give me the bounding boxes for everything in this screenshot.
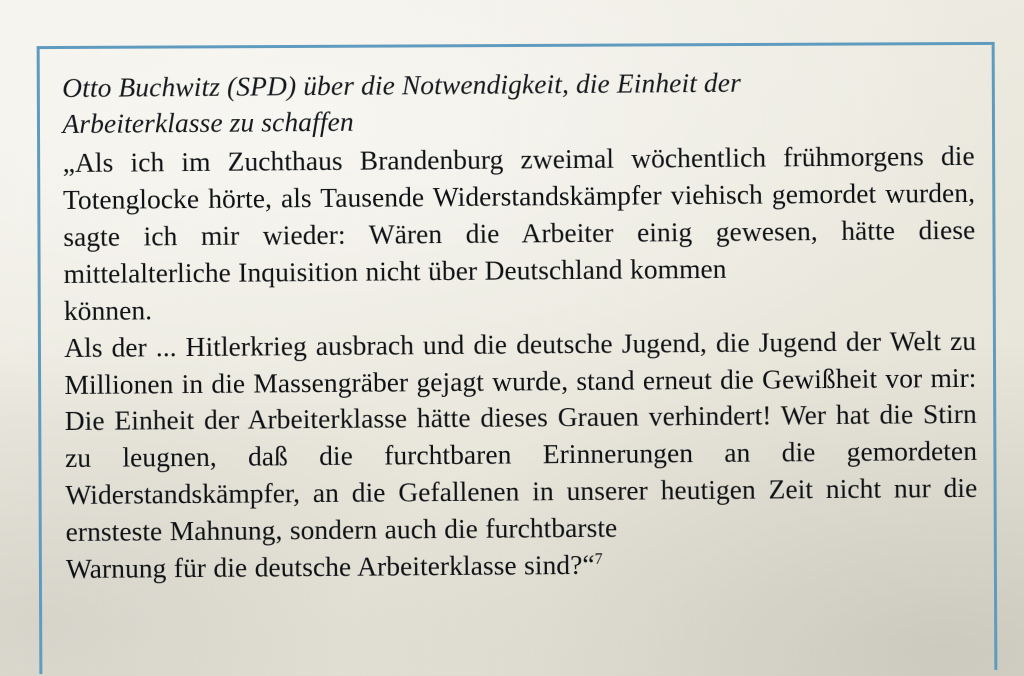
quotation-attribution	[62, 63, 979, 143]
paragraph-2-last-line-text: Warnung für die deutsche Arbeiterklasse sind?“	[65, 549, 595, 585]
paragraph-2-body: Als der ... Hitlerkrieg ausbrach und die deutsche Jugend, die Jugend der Welt zu Millionen in die Massengräber gejagt wurde, stand erneut die Gewißheit vor mir: Die Einheit der Arbeiterklasse hätte dieses Grauen verhindert! Wer hat die Stirn zu leugnen, daß die furchtbaren Erinnerungen an die gemordeten Widerstandskämpfer, an die Gefallenen in unserer heutigen Zeit nicht nur die ernsteste Mahnung, sondern auch die furchtbarste	[64, 324, 978, 548]
paragraph-2-last-line	[66, 544, 978, 588]
footnote-marker: 7	[594, 551, 603, 569]
paragraph-1-last-line: können.	[63, 293, 153, 326]
quotation-paragraph-2	[64, 322, 978, 588]
quotation-content	[62, 63, 990, 589]
attribution-line-1: Otto Buchwitz (SPD) über die Notwendigkeit, die Einheit der	[62, 66, 742, 103]
attribution-line-2: Arbeiterklasse zu schaffen	[62, 106, 354, 140]
paragraph-1-body: „Als ich im Zuchthaus Brandenburg zweimal wöchentlich frühmorgens die Totenglocke hörte, als Tausende Widerstandskämpfer viehisch gemordet wurden, sagte ich mir wieder: Wären die Arbeiter einig gewesen, hätte diese mittelalterliche Inquisition nicht über Deutschland kommen	[62, 139, 976, 289]
quotation-paragraph-1	[63, 137, 976, 329]
